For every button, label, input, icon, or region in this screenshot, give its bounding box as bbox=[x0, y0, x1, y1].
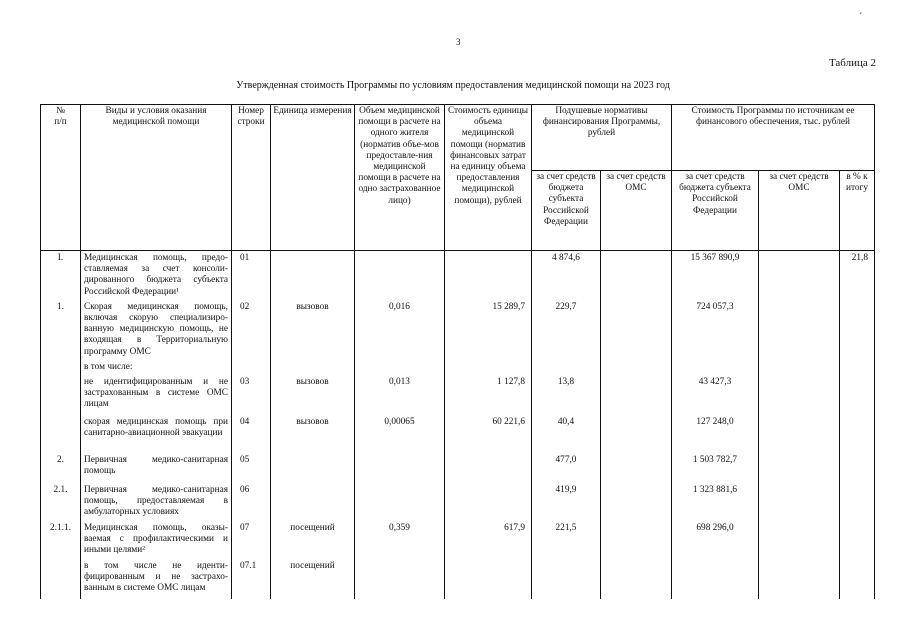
row-program-oms bbox=[759, 453, 840, 483]
row-number bbox=[41, 415, 81, 453]
row-percapita-oms bbox=[601, 251, 672, 300]
row-line-code: 03 bbox=[232, 375, 271, 415]
row-program-budget: 127 248,0 bbox=[672, 415, 759, 453]
row-unit-cost bbox=[445, 360, 532, 375]
row-percapita-oms bbox=[601, 360, 672, 375]
row-number: I. bbox=[41, 251, 81, 300]
row-name: в том числе не иденти-фицированным и не застрахо-ванным в системе ОМС лицам bbox=[81, 559, 232, 599]
header-percapita: Подушевые нормативы финансирования Программы, рублей bbox=[532, 105, 672, 171]
row-unit: вызовов bbox=[271, 375, 355, 415]
row-percapita-oms bbox=[601, 300, 672, 360]
row-program-budget: 1 323 881,6 bbox=[672, 483, 759, 521]
row-unit-cost bbox=[445, 559, 532, 599]
row-unit: вызовов bbox=[271, 300, 355, 360]
header-line: Номер строки bbox=[232, 105, 271, 251]
row-program-pct bbox=[840, 360, 875, 375]
row-program-pct bbox=[840, 559, 875, 599]
table-row bbox=[41, 375, 875, 415]
row-number bbox=[41, 360, 81, 375]
row-unit bbox=[271, 483, 355, 521]
row-unit-cost: 60 221,6 bbox=[445, 415, 532, 453]
row-volume bbox=[355, 453, 445, 483]
row-percapita-budget: 419,9 bbox=[532, 483, 601, 521]
row-volume bbox=[355, 251, 445, 300]
row-program-pct bbox=[840, 415, 875, 453]
document-title: Утвержденная стоимость Программы по условиям предоставления медицинской помощи на 2023 год bbox=[236, 80, 670, 91]
row-program-budget: 43 427,3 bbox=[672, 375, 759, 415]
row-percapita-budget: 13,8 bbox=[532, 375, 601, 415]
corner-mark: ´ bbox=[859, 12, 863, 23]
row-unit-cost: 617,9 bbox=[445, 521, 532, 559]
row-name: Первичная медико-санитарная помощь bbox=[81, 453, 232, 483]
row-line-code: 07 bbox=[232, 521, 271, 559]
row-unit-cost bbox=[445, 453, 532, 483]
row-volume: 0,016 bbox=[355, 300, 445, 360]
row-line-code: 02 bbox=[232, 300, 271, 360]
row-percapita-budget bbox=[532, 360, 601, 375]
row-volume bbox=[355, 360, 445, 375]
row-unit bbox=[271, 251, 355, 300]
row-volume: 0,013 bbox=[355, 375, 445, 415]
header-no: № п/п bbox=[41, 105, 81, 251]
table-row bbox=[41, 483, 875, 521]
row-number bbox=[41, 375, 81, 415]
row-unit bbox=[271, 453, 355, 483]
row-program-oms bbox=[759, 360, 840, 375]
cost-table bbox=[40, 104, 875, 599]
page-number: 3 bbox=[456, 37, 461, 47]
row-number: 2.1.1. bbox=[41, 521, 81, 559]
row-line-code: 07.1 bbox=[232, 559, 271, 599]
row-number: 2.1. bbox=[41, 483, 81, 521]
row-program-pct bbox=[840, 521, 875, 559]
header-program-pct: в % к итогу bbox=[840, 171, 875, 251]
row-percapita-oms bbox=[601, 483, 672, 521]
table-row bbox=[41, 521, 875, 559]
row-name: в том числе: bbox=[81, 360, 232, 375]
row-program-pct: 21,8 bbox=[840, 251, 875, 300]
header-program-oms: за счет средств ОМС bbox=[759, 171, 840, 251]
row-unit: посещений bbox=[271, 559, 355, 599]
row-program-budget bbox=[672, 360, 759, 375]
row-unit-cost: 15 289,7 bbox=[445, 300, 532, 360]
row-number bbox=[41, 559, 81, 599]
row-program-oms bbox=[759, 300, 840, 360]
table-row bbox=[41, 453, 875, 483]
row-program-budget: 724 057,3 bbox=[672, 300, 759, 360]
row-percapita-oms bbox=[601, 453, 672, 483]
row-percapita-budget: 40,4 bbox=[532, 415, 601, 453]
row-program-pct bbox=[840, 300, 875, 360]
header-percapita-budget: за счет средств бюджета субъекта Российской Федерации bbox=[532, 171, 601, 251]
row-program-pct bbox=[840, 453, 875, 483]
row-program-pct bbox=[840, 483, 875, 521]
header-program-budget: за счет средств бюджета субъекта Российской Федерации bbox=[672, 171, 759, 251]
table-row bbox=[41, 559, 875, 599]
header-types: Виды и условия оказания медицинской помощи bbox=[81, 105, 232, 251]
row-program-budget: 15 367 890,9 bbox=[672, 251, 759, 300]
row-program-oms bbox=[759, 415, 840, 453]
row-program-oms bbox=[759, 375, 840, 415]
table-row bbox=[41, 251, 875, 300]
row-percapita-budget: 229,7 bbox=[532, 300, 601, 360]
row-unit-cost: 1 127,8 bbox=[445, 375, 532, 415]
table-row bbox=[41, 360, 875, 375]
row-name: Медицинская помощь, оказы-ваемая с профилактическими и иными целями² bbox=[81, 521, 232, 559]
row-program-oms bbox=[759, 559, 840, 599]
row-line-code: 04 bbox=[232, 415, 271, 453]
row-volume: 0,359 bbox=[355, 521, 445, 559]
row-program-oms bbox=[759, 483, 840, 521]
row-percapita-oms bbox=[601, 375, 672, 415]
row-line-code: 01 bbox=[232, 251, 271, 300]
row-line-code bbox=[232, 360, 271, 375]
row-percapita-oms bbox=[601, 559, 672, 599]
row-line-code: 06 bbox=[232, 483, 271, 521]
row-unit-cost bbox=[445, 251, 532, 300]
row-percapita-budget bbox=[532, 559, 601, 599]
header-program: Стоимость Программы по источникам ее финансового обеспечения, тыс. рублей bbox=[672, 105, 875, 171]
row-percapita-budget: 4 874,6 bbox=[532, 251, 601, 300]
header-cost: Стоимость единицы объема медицинской помощи (норматив финансовых затрат на единицу объема предоставления медицинской помощи), рублей bbox=[445, 105, 532, 251]
row-name: Скорая медицинская помощь, включая скорую специализиро-ванную медицинскую помощь, не входящая в Территориальную программу ОМС bbox=[81, 300, 232, 360]
row-line-code: 05 bbox=[232, 453, 271, 483]
row-unit-cost bbox=[445, 483, 532, 521]
table-row bbox=[41, 415, 875, 453]
row-name: Первичная медико-санитарная помощь, предоставляемая в амбулаторных условиях bbox=[81, 483, 232, 521]
row-program-budget: 1 503 782,7 bbox=[672, 453, 759, 483]
row-number: 1. bbox=[41, 300, 81, 360]
row-number: 2. bbox=[41, 453, 81, 483]
header-volume: Объем медицинской помощи в расчете на одного жителя (норматив объе-мов предоставле-ния медицинской помощи в расчете на одно застрахованное лицо) bbox=[355, 105, 445, 251]
row-percapita-oms bbox=[601, 415, 672, 453]
header-unit: Единица измерения bbox=[271, 105, 355, 251]
header-percapita-oms: за счет средств ОМС bbox=[601, 171, 672, 251]
row-unit: вызовов bbox=[271, 415, 355, 453]
row-volume: 0,00065 bbox=[355, 415, 445, 453]
row-program-oms bbox=[759, 251, 840, 300]
row-program-pct bbox=[840, 375, 875, 415]
row-volume bbox=[355, 483, 445, 521]
row-name: не идентифицированным и не застрахованным в системе ОМС лицам bbox=[81, 375, 232, 415]
row-percapita-budget: 477,0 bbox=[532, 453, 601, 483]
row-unit: посещений bbox=[271, 521, 355, 559]
row-percapita-budget: 221,5 bbox=[532, 521, 601, 559]
row-program-budget bbox=[672, 559, 759, 599]
row-name: Медицинская помощь, предо-ставляемая за счет консоли-дированного бюджета субъекта Российской Федерации¹ bbox=[81, 251, 232, 300]
table-label: Таблица 2 bbox=[828, 57, 876, 69]
table-row bbox=[41, 300, 875, 360]
row-name: скорая медицинская помощь при санитарно-авиационной эвакуации bbox=[81, 415, 232, 453]
row-program-budget: 698 296,0 bbox=[672, 521, 759, 559]
table-body bbox=[41, 251, 875, 599]
row-volume bbox=[355, 559, 445, 599]
row-unit bbox=[271, 360, 355, 375]
row-program-oms bbox=[759, 521, 840, 559]
row-percapita-oms bbox=[601, 521, 672, 559]
